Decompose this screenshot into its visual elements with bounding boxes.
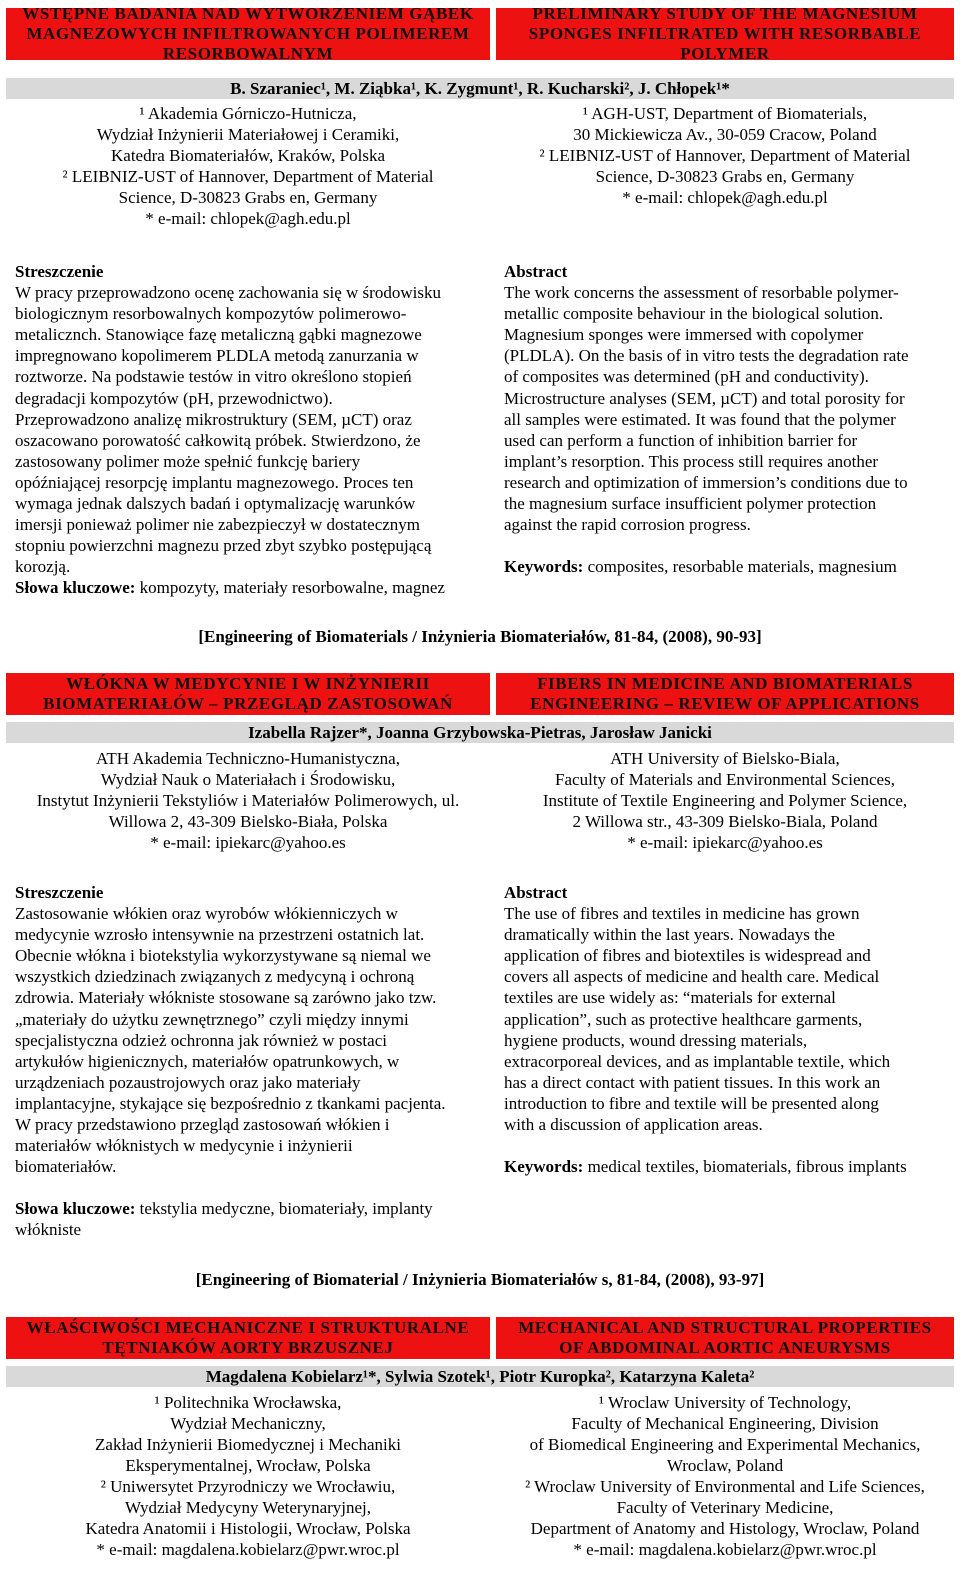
keywords-en-label: Keywords: [504,557,584,577]
keywords-pl-text: tekstylia medyczne, biomateriały, implanty włókniste [15,1199,433,1240]
article-1-abstract-pl: W pracy przeprowadzono ocenę zachowania się w środowisku biologicznym resorbowalnych kompozytów polimerowo- metalicznch. Stanowiące fazę metaliczną gąbki magnezowe impregnowano kopolimerem PLDLA metodą zanurzania w roztworze. Na podstawie testów in vitro określono stopień degradacji kompozytów (pH, przewodnictwo). Przeprowadzono analizę mikrostruktury (SEM, µCT) oraz oszacowano porowatość całkowitą próbek. Stwierdzono, że zastosowany polimer może spełnić funkcję bariery opóźniającej resorpcję implantu magnezowego. Proces ten wymaga jednak dalszych badań i optymalizację warunków imersji ponieważ polimer nie zabezpieczył w dostatecznym stopniu powierzchni magnezu przed zbyt szybko postępującą korozją. [15,283,441,577]
article-2-keywords-en [496,1156,954,1177]
article-1-title-en: PRELIMINARY STUDY OF THE MAGNESIUM SPONGES INFILTRATED WITH RESORBABLE POLYMER [528,4,922,63]
keywords-en-text: medical textiles, biomaterials, fibrous implants [583,1157,907,1177]
keywords-en-text: composites, resorbable materials, magnesium [583,557,897,577]
article-1-abstract-en-heading: Abstract [504,262,568,281]
article-2-abstract-pl: Zastosowanie włókien oraz wyrobów włókienniczych w medycynie wzrosło intensywnie na przestrzeni ostatnich lat. Obecnie włókna i biotekstylia wykorzystywane są niemal we wszystkich dziedzinach związanych z medycyną i ochroną zdrowia. Materiały włókniste stosowane są zarówno jako tzw. „materiały do użytku zewnętrznego” czyli między innymi specjalistyczna odzież ochronna jak również w postaci artykułów higienicznych, materiałów opatrunkowych, w urządzeniach pozaustrojowych oraz jako materiały implantacyjne, stykające się bezpośrednio z tkankami pacjenta. W pracy przedstawiono przegląd zastosowań włókien i materiałów włóknistych w medycynie i inżynierii biomateriałów. [15,904,446,1177]
article-2-reference: [Engineering of Biomaterial / Inżynieria Biomateriałów s, 81-84, (2008), 93-97] [195,1270,765,1289]
article-2-authors: Izabella Rajzer*, Joanna Grzybowska-Pietras, Jarosław Janicki [6,722,954,743]
article-1-title-bar [6,4,954,63]
article-2-title-pl: WŁÓKNA W MEDYCYNIE I W INŻYNIERII BIOMATERIAŁÓW – PRZEGLĄD ZASTOSOWAŃ [43,674,453,713]
article-2-keywords-pl [6,1198,490,1240]
article-1-title-pl: WSTĘPNE BADANIA NAD WYTWORZENIEM GĄBEK MAGNEZOWYCH INFILTROWANYCH POLIMEREM RESORBOWALNYM [22,4,474,63]
article-2-affiliation-en: ATH University of Bielsko-Biala, Faculty of Materials and Environmental Sciences, Institute of Textile Engineering and Polymer Science, 2 Willowa str., 43-309 Bielsko-Biala, Poland * e-mail: ipiekarc@yahoo.es [542,749,908,852]
article-2-affiliation-pl: ATH Akademia Techniczno-Humanistyczna, Wydział Nauk o Materiałach i Środowisku, Instytut Inżynierii Tekstyliów i Materiałów Polimerowych, ul. Willowa 2, 43-309 Bielsko-Biała, Polska * e-mail: ipiekarc@yahoo.es [36,749,460,852]
article-1-affiliation-en: ¹ AGH-UST, Department of Biomaterials, 30 Mickiewicza Av., 30-059 Cracow, Poland ² LEIBNIZ-UST of Hannover, Department of Material Science, D-30823 Grabs en, Germany * e-mail: chlopek@agh.edu.pl [539,104,911,207]
article-3-affiliation-pl: ¹ Politechnika Wrocławska, Wydział Mechaniczny, Zakład Inżynierii Biomedycznej i Mechaniki Eksperymentalnej, Wrocław, Polska ² Uniwersytet Przyrodniczy we Wrocławiu, Wydział Medycyny Weterynaryjnej, Katedra Anatomii i Histologii, Wrocław, Polska * e-mail: magdalena.kobielarz@pwr.wroc.pl [85,1393,411,1559]
article-3-affiliation-en: ¹ Wroclaw University of Technology, Faculty of Mechanical Engineering, Division of Biomedical Engineering and Experimental Mechanics, Wroclaw, Poland ² Wroclaw University of Environmental and Life Sciences, Faculty of Veterinary Medicine, Department of Anatomy and Histology, Wroclaw, Poland * e-mail: magdalena.kobielarz@pwr.wroc.pl [525,1393,925,1559]
article-2-abstract-pl-heading: Streszczenie [15,883,104,902]
article-1-reference: [Engineering of Biomaterials / Inżynieria Biomateriałów, 81-84, (2008), 90-93] [198,627,762,646]
keywords-en-label: Keywords: [504,1157,584,1177]
keywords-pl-label: Słowa kluczowe: [15,1199,136,1219]
article-3-title-en: MECHANICAL AND STRUCTURAL PROPERTIES OF ABDOMINAL AORTIC ANEURYSMS [518,1318,932,1357]
article-1-abstract-pl-heading: Streszczenie [15,262,104,281]
keywords-pl-text: kompozyty, materiały resorbowalne, magnez [135,578,445,598]
article-2-abstract-en-heading: Abstract [504,883,568,902]
article-2-abstract-en: The use of fibres and textiles in medicine has grown dramatically within the last years. Nowadays the application of fibres and biotextiles is widespread and covers all aspects of medicine and health care. Medical textiles are use widely as: “materials for external application”, such as protective healthcare garments, hygiene products, wound dressing materials, extracorporeal devices, and as implantable textile, which has a direct contact with patient tissues. In this work an introduction to fibre and textile will be presented along with a discussion of application areas. [504,904,891,1135]
article-2-title-en: FIBERS IN MEDICINE AND BIOMATERIALS ENGINEERING – REVIEW OF APPLICATIONS [530,674,920,713]
article-1-keywords-en [496,556,954,577]
keywords-pl-label: Słowa kluczowe: [15,578,136,598]
article-1-authors: B. Szaraniec¹, M. Ziąbka¹, K. Zygmunt¹, R. Kucharski², J. Chłopek¹* [6,78,954,99]
article-3-title-pl: WŁAŚCIWOŚCI MECHANICZNE I STRUKTURALNE TĘTNIAKÓW AORTY BRZUSZNEJ [26,1318,470,1357]
article-1-affiliation-pl: ¹ Akademia Górniczo-Hutnicza, Wydział Inżynierii Materiałowej i Ceramiki, Katedra Biomateriałów, Kraków, Polska ² LEIBNIZ-UST of Hannover, Department of Material Science, D-30823 Grabs en, Germany * e-mail: chlopek@agh.edu.pl [62,104,434,228]
article-3-authors: Magdalena Kobielarz¹*, Sylwia Szotek¹, Piotr Kuropka², Katarzyna Kaleta² [6,1366,954,1387]
article-1-abstract-en: The work concerns the assessment of resorbable polymer- metallic composite behaviour in the biological solution. Magnesium sponges were immersed with copolymer (PLDLA). On the basis of in vitro tests the degradation rate of composites was determined (pH and conductivity). Microstructure analyses (SEM, µCT) and total porosity for all samples were estimated. It was found that the polymer used can perform a function of inhibition barrier for implant’s resorption. This process still requires another research and optimization of immersion’s conditions due to the magnesium surface insufficient polymer protection against the rapid corrosion progress. [504,283,909,535]
article-1-keywords-pl [6,577,490,598]
